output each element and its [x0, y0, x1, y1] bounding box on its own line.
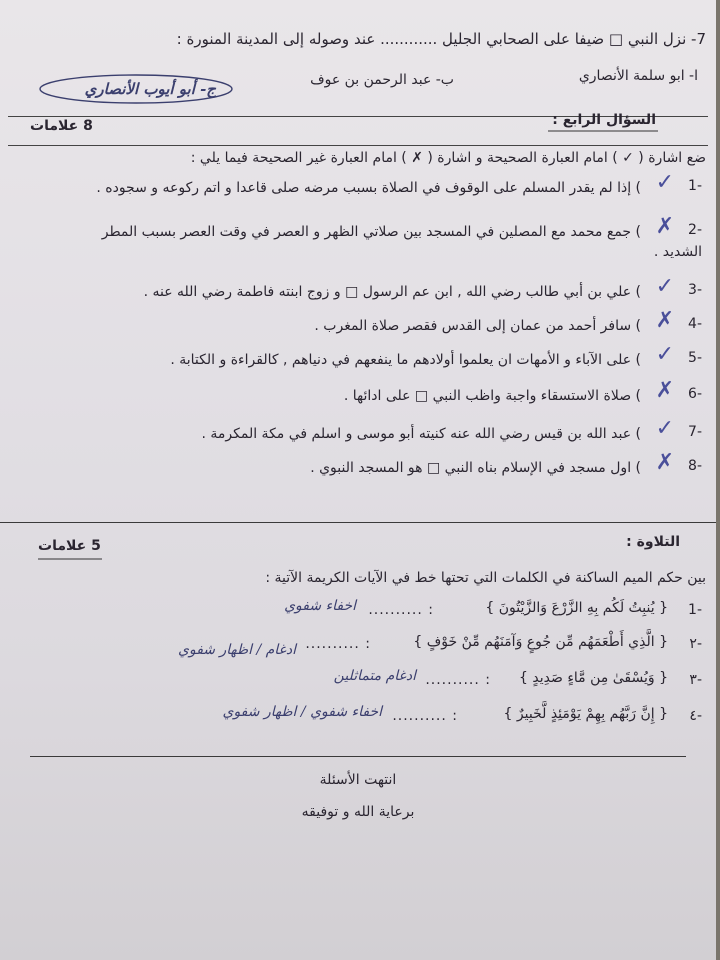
item-text: ) صلاة الاستسقاء واجبة واظب النبي □ على ادائها .: [343, 388, 641, 404]
answer-cross-icon: ✗: [655, 378, 674, 403]
answer-check-icon: ✓: [655, 274, 674, 299]
answer-check-icon: ✓: [655, 170, 674, 195]
item-text: ) عبد الله بن قيس رضي الله عنه كنيته أبو موسى و اسلم في مكة المكرمة .: [201, 426, 641, 442]
handwritten-answer: اخفاء شفوي / اظهار شفوي: [222, 704, 382, 720]
verse-num: -٢: [689, 636, 702, 652]
verse-text: { وَيُسْقَىٰ مِن مَّاءٍ صَدِيدٍ }: [519, 670, 668, 686]
tilawa-title: التلاوة :: [626, 534, 680, 550]
item-num: -6: [688, 386, 702, 402]
answer-dots: : ..........: [425, 672, 491, 688]
item-text: ) إذا لم يقدر المسلم على الوقوف في الصلاة بسبب مرضه صلى قاعدا و اتم ركوعه و سجوده .: [96, 180, 641, 196]
answer-cross-icon: ✗: [655, 450, 674, 475]
item-num: -1: [688, 178, 702, 194]
item-text: ) على الآباء و الأمهات ان يعلموا أولادهم ما ينفعهم في دنياهم , كالقراءة و الكتابة .: [170, 352, 641, 368]
verse-text: { يُنبِتُ لَكُم بِهِ الزَّرْعَ وَالزَّيْتُونَ }: [485, 600, 668, 616]
verse-num: -٣: [689, 672, 702, 688]
item-text: ) سافر أحمد من عمان إلى القدس فقصر صلاة المغرب .: [314, 318, 641, 334]
answer-cross-icon: ✗: [655, 214, 674, 239]
answer-dots: : ..........: [392, 708, 458, 724]
q7-stem: 7- نزل النبي □ ضيفا على الصحابي الجليل ............ عند وصوله إلى المدينة المنورة :: [176, 30, 706, 48]
verse-text: { الَّذِي أَطْعَمَهُم مِّن جُوعٍ وَآمَنَهُم مِّنْ خَوْفٍ }: [413, 634, 668, 650]
tilawa-instruction: بين حكم الميم الساكنة في الكلمات التي تحتها خط في الآيات الكريمة الآتية :: [265, 570, 706, 586]
handwritten-answer: ادغام / اظهار شفوي: [178, 642, 296, 658]
verse-num: -1: [688, 602, 702, 618]
q7-answer-circle: [36, 72, 236, 106]
item-text: ) علي بن أبي طالب رضي الله , ابن عم الرسول □ و زوج ابنته فاطمة رضي الله عنه .: [143, 284, 641, 300]
item-text-cont: الشديد .: [653, 244, 702, 260]
section4-title: السؤال الرابع :: [552, 112, 656, 128]
section4-marks: 8 علامات: [30, 118, 93, 134]
item-num: -2: [688, 222, 702, 238]
answer-cross-icon: ✗: [655, 308, 674, 333]
item-num: -4: [688, 316, 702, 332]
item-text: ) اول مسجد في الإسلام بناه النبي □ هو المسجد النبوي .: [310, 460, 641, 476]
q7-option-a: ا- ابو سلمة الأنصاري: [578, 68, 698, 84]
title-underline: [548, 128, 658, 134]
answer-dots: : ..........: [368, 602, 434, 618]
handwritten-answer: اخفاء شفوي: [284, 598, 356, 614]
verse-num: -٤: [689, 708, 702, 724]
item-num: -3: [688, 282, 702, 298]
q7-option-c: ج- أبو أيوب الأنصاري: [84, 80, 216, 98]
end-of-questions: انتهت الأسئلة: [319, 772, 397, 788]
closing-wish: برعاية الله و توفيقه: [301, 804, 415, 820]
item-num: -7: [688, 424, 702, 440]
answer-check-icon: ✓: [655, 342, 674, 367]
answer-dots: : ..........: [305, 636, 371, 652]
footer-divider: [30, 756, 686, 757]
section-divider: [0, 522, 716, 523]
q7-option-b: ب- عبد الرحمن بن عوف: [310, 72, 454, 88]
item-text: ) جمع محمد مع المصلين في المسجد بين صلاتي الظهر و العصر في وقت العصر بسبب المطر: [101, 224, 641, 240]
section4-instruction: ضع اشارة ( ✓ ) امام العبارة الصحيحة و اشارة ( ✗ ) امام العبارة غير الصحيحة فيما يلي :: [190, 150, 706, 166]
item-num: -8: [688, 458, 702, 474]
handwritten-answer: ادغام متماثلين: [333, 668, 416, 684]
marks-underline: [38, 556, 102, 562]
item-num: -5: [688, 350, 702, 366]
verse-text: { إِنَّ رَبَّهُم بِهِمْ يَوْمَئِذٍ لَّخَبِيرٌ }: [503, 706, 668, 722]
answer-check-icon: ✓: [655, 416, 674, 441]
tilawa-marks: 5 علامات: [38, 538, 101, 554]
